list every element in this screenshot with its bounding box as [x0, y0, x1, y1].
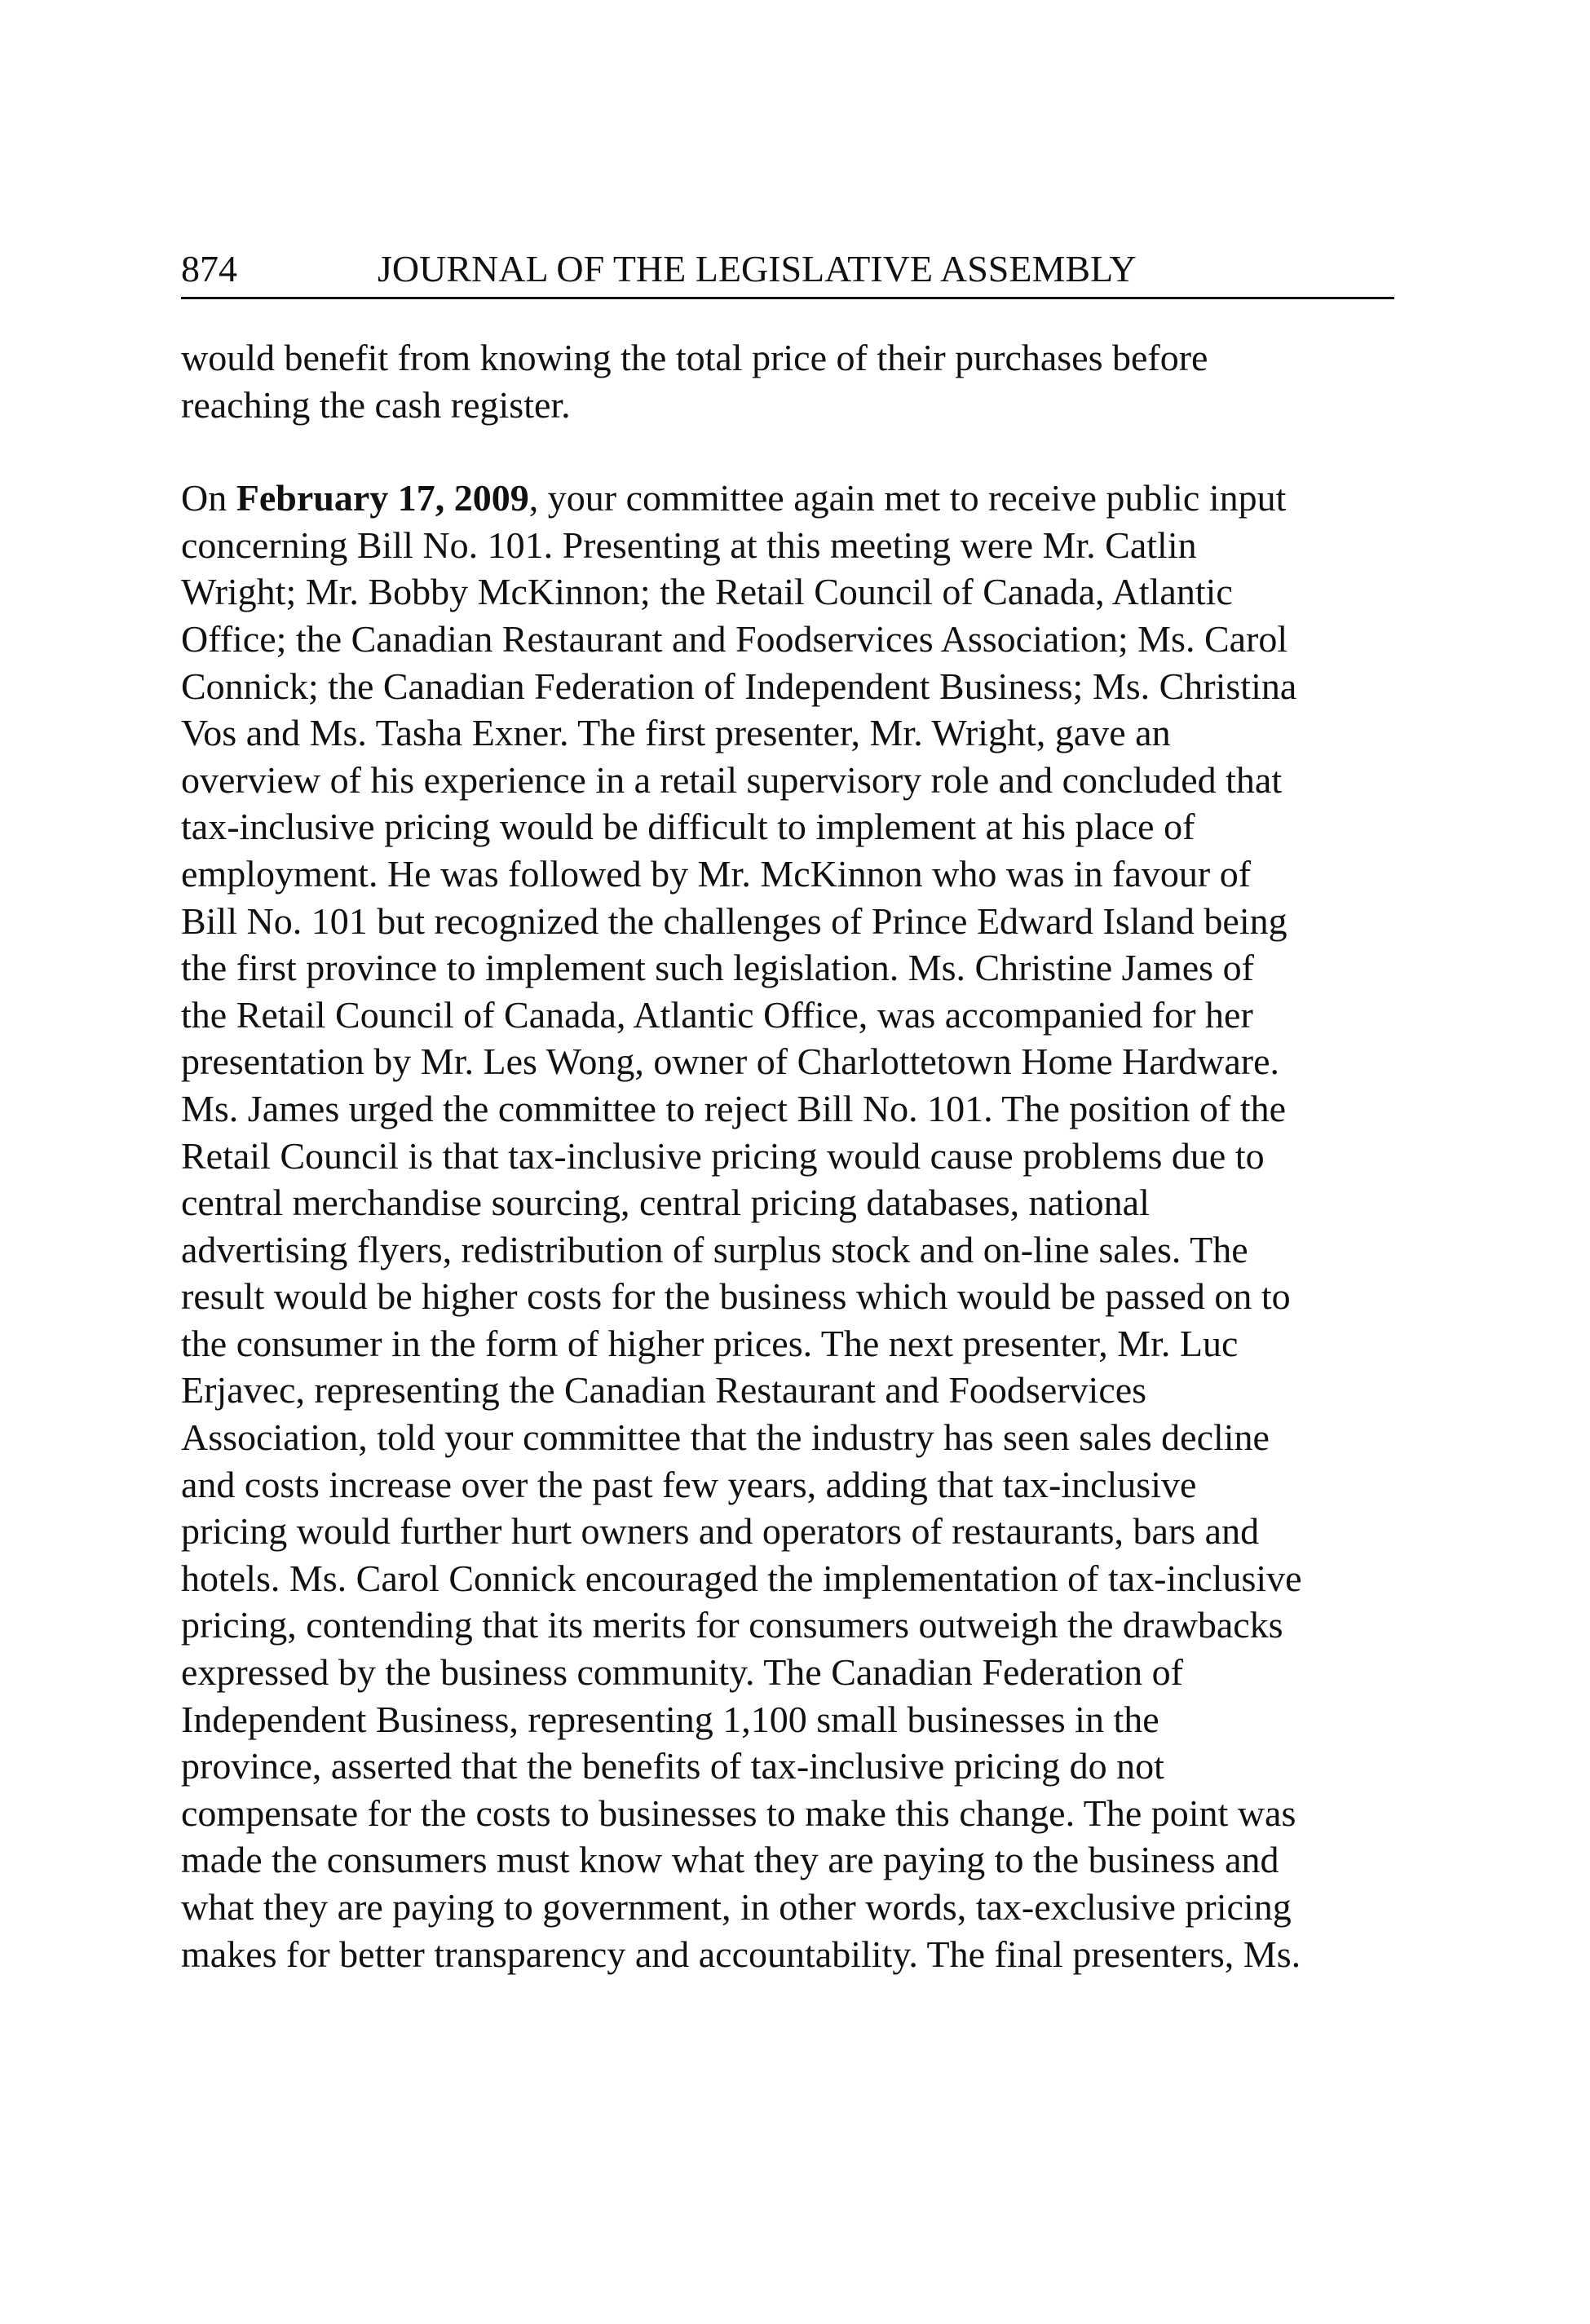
text-rest: , your committee again met to receive public input [528, 477, 1287, 519]
body-text [181, 334, 1404, 1977]
text-line: makes for better transparency and accountability. The final presenters, Ms. [181, 1933, 1301, 1975]
text-line: result would be higher costs for the business which would be passed on to [181, 1275, 1291, 1318]
text-line: the Retail Council of Canada, Atlantic Office, was accompanied for her [181, 993, 1253, 1036]
paragraph-february-meeting [181, 475, 1404, 1977]
text-line: pricing would further hurt owners and operators of restaurants, bars and [181, 1510, 1260, 1553]
text-line: hotels. Ms. Carol Connick encouraged the implementation of tax-inclusive [181, 1557, 1302, 1599]
text-line: Bill No. 101 but recognized the challenges of Prince Edward Island being [181, 899, 1287, 942]
text-line: employment. He was followed by Mr. McKinnon who was in favour of [181, 852, 1252, 895]
text-line: Erjavec, representing the Canadian Restaurant and Foodservices [181, 1369, 1147, 1412]
meeting-date: February 17, 2009 [236, 477, 529, 519]
text-line: pricing, contending that its merits for consumers outweigh the drawbacks [181, 1604, 1283, 1646]
text-line: Vos and Ms. Tasha Exner. The first presenter, Mr. Wright, gave an [181, 712, 1171, 754]
text-line: central merchandise sourcing, central pricing databases, national [181, 1182, 1150, 1224]
text-line: Connick; the Canadian Federation of Independent Business; Ms. Christina [181, 665, 1297, 707]
journal-title: JOURNAL OF THE LEGISLATIVE ASSEMBLY [378, 248, 1137, 289]
page-number: 874 [181, 248, 237, 289]
text-line: Wright; Mr. Bobby McKinnon; the Retail Council of Canada, Atlantic [181, 571, 1233, 613]
text-line: the first province to implement such legislation. Ms. Christine James of [181, 947, 1254, 989]
text-line: province, asserted that the benefits of tax-inclusive pricing do not [181, 1745, 1164, 1787]
text-line: Independent Business, representing 1,100 small businesses in the [181, 1698, 1159, 1740]
text-line: expressed by the business community. The Canadian Federation of [181, 1651, 1183, 1694]
running-header [181, 246, 1394, 299]
text-line: Office; the Canadian Restaurant and Foodservices Association; Ms. Carol [181, 617, 1288, 660]
text-line: tax-inclusive pricing would be difficult to implement at his place of [181, 806, 1195, 848]
text-line: advertising flyers, redistribution of surplus stock and on-line sales. The [181, 1228, 1248, 1270]
text-lead: On [181, 477, 236, 519]
text-line: the consumer in the form of higher prices. The next presenter, Mr. Luc [181, 1322, 1239, 1364]
text-line: overview of his experience in a retail supervisory role and concluded that [181, 758, 1283, 801]
text-line: Retail Council is that tax-inclusive pricing would cause problems due to [181, 1134, 1265, 1177]
text-line: Ms. James urged the committee to reject Bill No. 101. The position of the [181, 1087, 1287, 1129]
text-line: Association, told your committee that the industry has seen sales decline [181, 1416, 1270, 1459]
text-line-first [181, 475, 1404, 522]
text-line: made the consumers must know what they are paying to the business and [181, 1839, 1279, 1881]
text-line: reaching the cash register. [181, 383, 571, 426]
text-line: compensate for the costs to businesses to make this change. The point was [181, 1792, 1296, 1834]
text-line: concerning Bill No. 101. Presenting at this meeting were Mr. Catlin [181, 524, 1197, 566]
text-line: would benefit from knowing the total price of their purchases before [181, 337, 1208, 378]
text-line: presentation by Mr. Les Wong, owner of Charlottetown Home Hardware. [181, 1040, 1280, 1083]
paragraph-continued [181, 334, 1404, 428]
text-line: and costs increase over the past few years, adding that tax-inclusive [181, 1463, 1197, 1505]
text-line: what they are paying to government, in other words, tax-exclusive pricing [181, 1886, 1292, 1928]
